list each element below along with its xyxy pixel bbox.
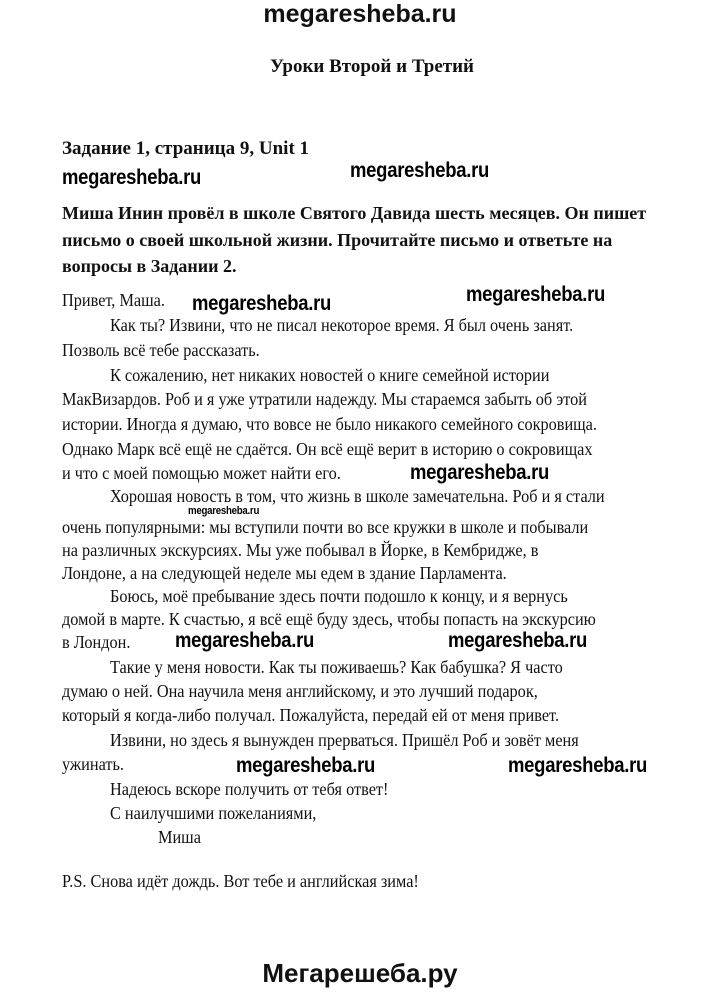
letter-postscript: P.S. Снова идёт дождь. Вот тебе и английская зима!	[62, 871, 419, 891]
letter-line: К сожалению, нет никаких новостей о книге семейной истории	[110, 365, 550, 385]
page-title: Уроки Второй и Третий	[270, 56, 474, 77]
watermark: megaresheba.ru	[448, 629, 588, 652]
letter-line: Хорошая новость в том, что жизнь в школе замечательна. Роб и я стали	[110, 486, 605, 506]
letter-line: МакВизардов. Роб и я уже утратили надежду. Мы стараемся забыть об этой	[62, 389, 587, 409]
watermark: megaresheba.ru	[236, 754, 376, 777]
watermark: megaresheba.ru	[466, 283, 606, 306]
header-watermark: megaresheba.ru	[263, 0, 457, 28]
watermark: megaresheba.ru	[188, 505, 260, 517]
watermark: megaresheba.ru	[350, 159, 490, 182]
instructions-line: Миша Инин провёл в школе Святого Давида шесть месяцев. Он пишет	[62, 203, 647, 223]
letter-line: Позволь всё тебе рассказать.	[62, 340, 260, 360]
letter-line: очень популярными: мы вступили почти во все кружки в школе и побывали	[62, 517, 589, 537]
footer-watermark: Мегарешеба.ру	[262, 958, 458, 988]
letter-greeting: Привет, Маша.	[62, 290, 165, 310]
letter-closing: Надеюсь вскоре получить от тебя ответ!	[110, 779, 389, 799]
letter-line: Как ты? Извини, что не писал некоторое время. Я был очень занят.	[110, 315, 574, 335]
letter-line: ужинать.	[62, 754, 125, 774]
instructions-line: письмо о своей школьной жизни. Прочитайте письмо и ответьте на	[62, 230, 613, 250]
letter-line: Лондоне, а на следующей неделе мы едем в здание Парламента.	[62, 563, 507, 583]
letter-line: Однако Марк всё ещё не сдаётся. Он всё ещё верит в историю о сокровищах	[62, 439, 593, 459]
letter-line: Извини, но здесь я вынужден прерваться. Пришёл Роб и зовёт меня	[110, 730, 579, 750]
letter-line: на различных экскурсиях. Мы уже побывал в Йорке, в Кембридже, в	[62, 540, 539, 560]
letter-line: в Лондон.	[62, 632, 131, 652]
letter-line: домой в марте. К счастью, я всё ещё буду здесь, чтобы попасть на экскурсию	[62, 609, 596, 629]
letter-line: Такие у меня новости. Как ты поживаешь? Как бабушка? Я часто	[110, 657, 563, 677]
letter-signature: Миша	[158, 827, 201, 847]
task-heading: Задание 1, страница 9, Unit 1	[62, 138, 310, 159]
letter-line: истории. Иногда я думаю, что вовсе не было никакого семейного сокровища.	[62, 414, 597, 434]
letter-line: думаю о ней. Она научила меня английскому, и это лучший подарок,	[62, 681, 538, 701]
instructions-line: вопросы в Задании 2.	[62, 256, 237, 276]
letter-line: который я когда-либо получал. Пожалуйста, передай ей от меня привет.	[62, 705, 560, 725]
watermark: megaresheba.ru	[192, 292, 332, 315]
watermark: megaresheba.ru	[62, 166, 202, 189]
watermark: megaresheba.ru	[410, 461, 550, 484]
letter-closing: С наилучшими пожеланиями,	[110, 803, 317, 823]
watermark: megaresheba.ru	[175, 629, 315, 652]
letter-line: Боюсь, моё пребывание здесь почти подошло к концу, и я вернусь	[110, 586, 568, 606]
watermark: megaresheba.ru	[508, 754, 648, 777]
letter-line: и что с моей помощью может найти его.	[62, 463, 341, 483]
